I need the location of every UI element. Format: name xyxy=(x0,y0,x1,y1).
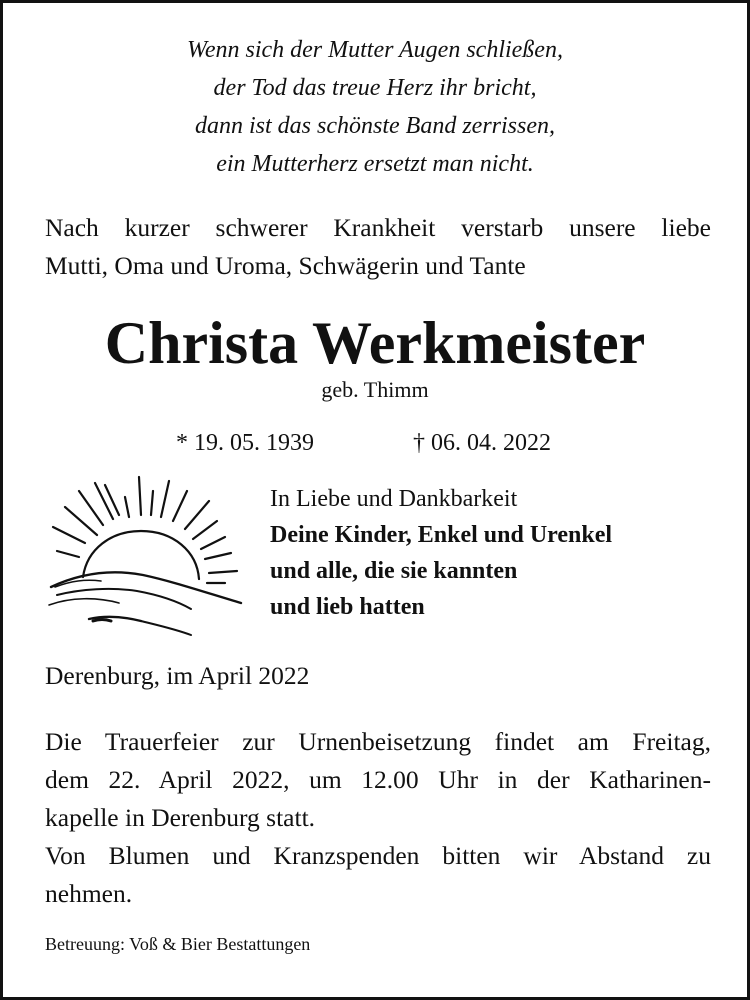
intro-line: Nach kurzer schwerer Krankheit verstarb unsere liebe xyxy=(45,213,711,242)
death-date: † 06. 04. 2022 xyxy=(413,430,551,456)
funeral-line: dem 22. April 2022, um 12.00 Uhr in der Katharinen- xyxy=(45,765,711,794)
intro-text xyxy=(45,209,711,285)
birth-date: * 19. 05. 1939 xyxy=(176,430,314,456)
intro-line: Mutti, Oma und Uroma, Schwägerin und Tante xyxy=(45,251,526,280)
sunset-over-hills-icon xyxy=(41,469,251,645)
poem-line: Wenn sich der Mutter Augen schließen, xyxy=(187,37,563,63)
poem-line: dann ist das schönste Band zerrissen, xyxy=(195,113,555,139)
funeral-line: Von Blumen und Kranzspenden bitten wir Abstand zu xyxy=(45,841,711,870)
funeral-home-credit: Betreuung: Voß & Bier Bestattungen xyxy=(45,934,311,954)
funeral-line: Die Trauerfeier zur Urnenbeisetzung findet am Freitag, xyxy=(45,727,711,756)
signoff xyxy=(270,481,612,625)
poem-line: der Tod das treue Herz ihr bricht, xyxy=(213,75,537,101)
signoff-line-bold: und alle, die sie kannten xyxy=(270,558,518,584)
birth-name: geb. Thimm xyxy=(321,377,429,402)
deceased-name: Christa Werkmeister xyxy=(104,310,646,376)
funeral-info xyxy=(45,723,711,913)
funeral-line: nehmen. xyxy=(45,879,133,908)
place-date: Derenburg, im April 2022 xyxy=(45,661,310,690)
poem-line: ein Mutterherz ersetzt man nicht. xyxy=(216,151,534,177)
signoff-line: In Liebe und Dankbarkeit xyxy=(270,486,518,512)
funeral-line: kapelle in Derenburg statt. xyxy=(45,803,316,832)
signoff-line-bold: und lieb hatten xyxy=(270,594,425,620)
signoff-line-bold: Deine Kinder, Enkel und Urenkel xyxy=(270,522,613,548)
poem xyxy=(3,31,747,183)
